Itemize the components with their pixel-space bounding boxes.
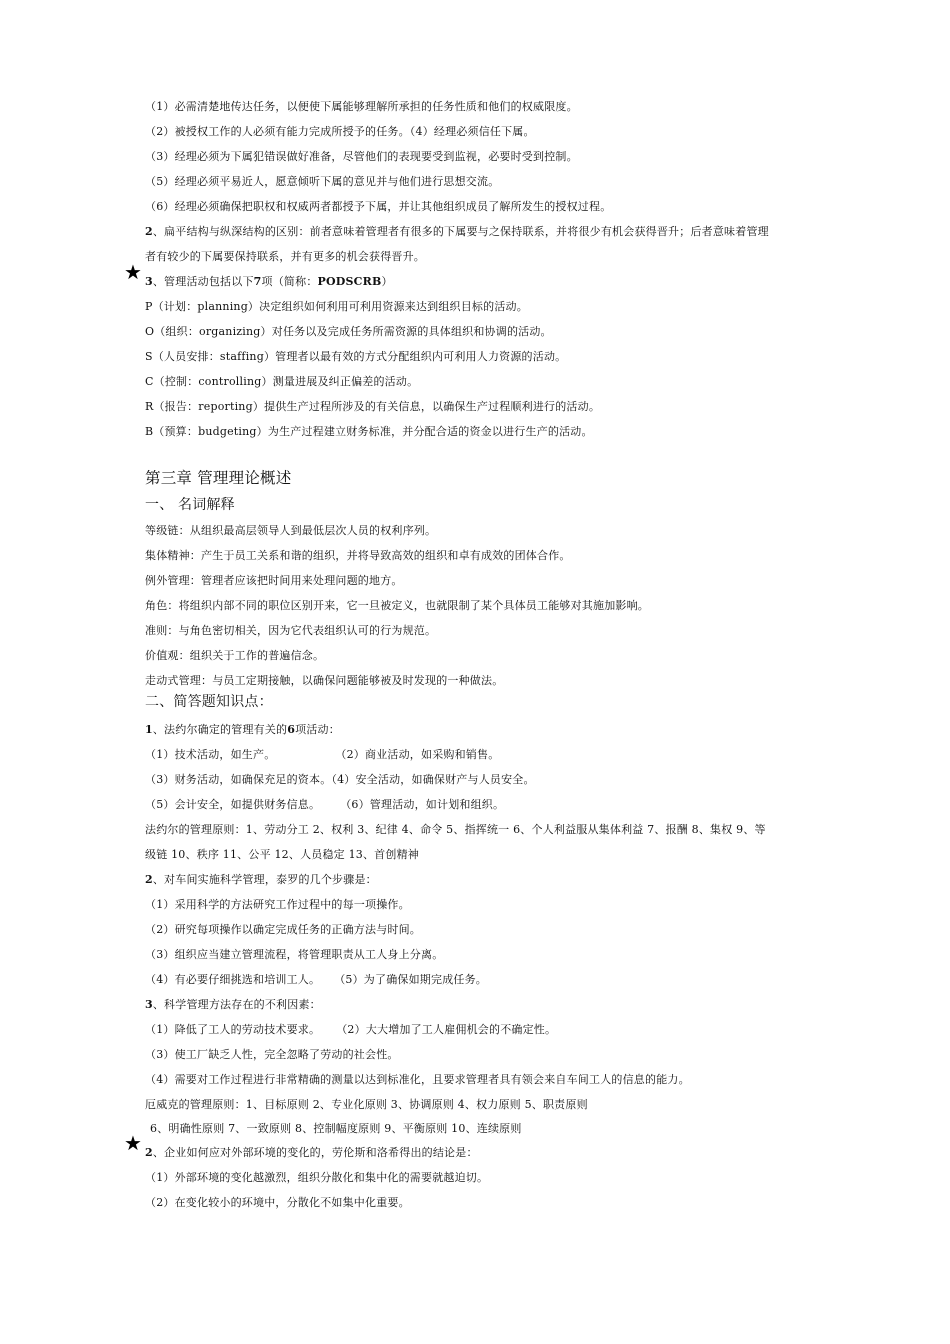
text-line: 等级链：从组织最高层领导人到最低层次人员的权利序列。 (145, 524, 437, 537)
item-number: 2 (145, 873, 153, 886)
text-line (145, 873, 377, 887)
text-line: （3）经理必须为下属犯错误做好准备，尽管他们的表现要受到监视，必要时受到控制。 (145, 150, 578, 163)
text-line (145, 973, 487, 987)
text-line: （2）研究每项操作以确定完成任务的正确方法与时间。 (145, 923, 421, 936)
text-line: 者有较少的下属要保持联系，并有更多的机会获得晋升。 (145, 250, 425, 263)
text-line: （1）必需清楚地传达任务，以便使下属能够理解所承担的任务性质和他们的权威限度。 (145, 100, 578, 113)
text-line: C（控制：controlling）测量进展及纠正偏差的活动。 (145, 375, 419, 388)
text-line (145, 225, 769, 239)
item-text: （6）管理活动，如计划和组织。 (340, 798, 505, 811)
text-line (145, 798, 504, 812)
text-line: O（组织：organizing）对任务以及完成任务所需资源的具体组织和协调的活动。 (145, 325, 552, 338)
text-line (145, 723, 340, 737)
text-line: 6、明确性原则 7、一致原则 8、控制幅度原则 9、平衡原则 10、连续原则 (150, 1122, 522, 1135)
item-text: 项活动： (295, 723, 340, 736)
item-text: ） (381, 275, 393, 288)
chapter-title: 第三章 管理理论概述 (145, 469, 292, 487)
item-text: （2）商业活动，如采购和销售。 (335, 748, 500, 761)
item-number: 3 (145, 998, 153, 1011)
text-line: 法约尔的管理原则：1、劳动分工 2、权利 3、纪律 4、命令 5、指挥统一 6、个人利益服从集体利益 7、报酬 8、集权 9、等 (145, 823, 766, 836)
text-line: 例外管理：管理者应该把时间用来处理问题的地方。 (145, 574, 403, 587)
item-text: 项（简称： (261, 275, 318, 288)
section-heading: 一、 名词解释 (145, 497, 235, 513)
text-line: 级链 10、秩序 11、公平 12、人员稳定 13、首创精神 (145, 848, 419, 861)
text-line: 集体精神：产生于员工关系和谐的组织，并将导致高效的组织和卓有成效的团体合作。 (145, 549, 571, 562)
text-line: R（报告：reporting）提供生产过程所涉及的有关信息，以确保生产过程顺利进行的活动。 (145, 400, 601, 413)
star-icon: ★ (124, 260, 142, 284)
text-line: （6）经理必须确保把职权和权威两者都授予下属，并让其他组织成员了解所发生的授权过程。 (145, 200, 612, 213)
item-number: 2 (145, 1146, 153, 1159)
text-line: （3）财务活动，如确保充足的资本。（4）安全活动，如确保财产与人员安全。 (145, 773, 535, 786)
item-text: （4）有必要仔细挑选和培训工人。 (145, 973, 321, 986)
text-line (145, 1023, 556, 1037)
text-line: 厄威克的管理原则：1、目标原则 2、专业化原则 3、协调原则 4、权力原则 5、职责原则 (145, 1098, 588, 1111)
text-line: S（人员安排：staffing）管理者以最有效的方式分配组织内可利用人力资源的活动。 (145, 350, 567, 363)
item-number: 1 (145, 723, 153, 736)
item-text: 、企业如何应对外部环境的变化的，劳伦斯和洛希得出的结论是： (152, 1146, 478, 1159)
item-number: 6 (287, 723, 296, 736)
item-text: 、扁平结构与纵深结构的区别：前者意味着管理者有很多的下属要与之保持联系，并将很少有机会获得晋升；后者意味着管理 (152, 225, 769, 238)
text-line: （3）使工厂缺乏人性，完全忽略了劳动的社会性。 (145, 1048, 399, 1061)
text-line (145, 1146, 478, 1160)
text-line: P（计划：planning）决定组织如何利用可利用资源来达到组织目标的活动。 (145, 300, 528, 313)
text-line: 走动式管理：与员工定期接触，以确保问题能够被及时发现的一种做法。 (145, 674, 504, 687)
text-line: （3）组织应当建立管理流程，将管理职责从工人身上分离。 (145, 948, 444, 961)
text-line (145, 748, 499, 762)
text-line: B（预算：budgeting）为生产过程建立财务标准，并分配合适的资金以进行生产的活动。 (145, 425, 593, 438)
item-text: 、管理活动包括以下 (152, 275, 254, 288)
text-line: （1）外部环境的变化越激烈，组织分散化和集中化的需要就越迫切。 (145, 1171, 489, 1184)
item-text: （2）大大增加了工人雇佣机会的不确定性。 (336, 1023, 557, 1036)
item-text: 、科学管理方法存在的不利因素： (152, 998, 321, 1011)
text-line: （4）需要对工作过程进行非常精确的测量以达到标准化，且要求管理者具有领会来自车间工人的信息的能力。 (145, 1073, 690, 1086)
item-number: 3 (145, 275, 153, 288)
text-line: 角色：将组织内部不同的职位区别开来，它一旦被定义，也就限制了某个具体员工能够对其施加影响。 (145, 599, 649, 612)
text-line: （1）采用科学的方法研究工作过程中的每一项操作。 (145, 898, 410, 911)
item-text: （1）降低了工人的劳动技术要求。 (145, 1023, 321, 1036)
text-line: 准则：与角色密切相关，因为它代表组织认可的行为规范。 (145, 624, 437, 637)
item-text: （1）技术活动，如生产。 (145, 748, 276, 761)
item-text: 、法约尔确定的管理有关的 (152, 723, 288, 736)
item-text: 、对车间实施科学管理，泰罗的几个步骤是： (152, 873, 377, 886)
abbreviation: PODSCRB (317, 275, 382, 288)
text-line (145, 998, 321, 1012)
text-line: 价值观：组织关于工作的普遍信念。 (145, 649, 325, 662)
item-number: 7 (253, 275, 262, 288)
text-line: （5）经理必须平易近人，愿意倾听下属的意见并与他们进行思想交流。 (145, 175, 500, 188)
item-number: 2 (145, 225, 153, 238)
text-line: （2）在变化较小的环境中，分散化不如集中化重要。 (145, 1196, 410, 1209)
text-line (145, 275, 393, 289)
item-text: （5）会计安全，如提供财务信息。 (145, 798, 321, 811)
section-heading: 二、简答题知识点： (145, 694, 273, 710)
text-line: （2）被授权工作的人必须有能力完成所授予的任务。（4）经理必须信任下属。 (145, 125, 535, 138)
item-text: （5）为了确保如期完成任务。 (334, 973, 488, 986)
star-icon: ★ (124, 1131, 142, 1155)
